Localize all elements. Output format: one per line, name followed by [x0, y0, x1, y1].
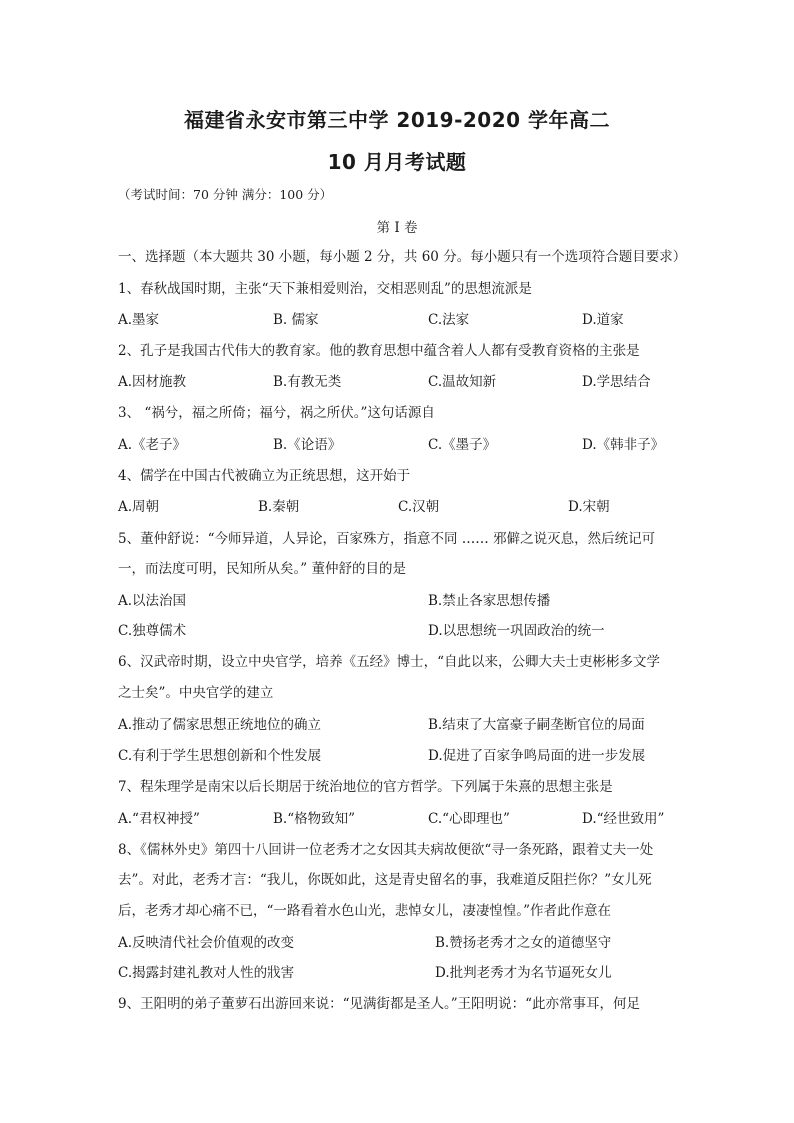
question-8-option-c: C.揭露封建礼教对人性的戕害: [118, 965, 295, 981]
volume-heading: 第 I 卷: [376, 220, 418, 236]
question-2-option-b: B.有教无类: [273, 374, 342, 390]
question-7-option-c: C.“心即理也”: [428, 811, 510, 827]
question-8-option-b: B.赞扬老秀才之女的道德坚守: [435, 935, 612, 951]
question-3-option-a: A.《老子》: [118, 437, 187, 453]
question-7-option-d: D.“经世致用”: [582, 811, 665, 827]
question-8-stem-line: 后，老秀才却心痛不已，“一路看着水色山光，悲悼女儿，凄凄惶惶。”作者此作意在: [118, 903, 612, 919]
question-6-option-a: A.推动了儒家思想正统地位的确立: [118, 717, 322, 733]
question-4-option-d: D.宋朝: [568, 499, 610, 515]
question-5-option-c: C.独尊儒术: [118, 623, 187, 639]
question-4-option-b: B.秦朝: [258, 499, 300, 515]
question-6-option-b: B.结束了大富豪子嗣垄断官位的局面: [428, 717, 645, 733]
question-5-stem-line: 5、董仲舒说：“今师异道，人异论，百家殊方，指意不同 …… 邪僻之说灭息，然后统记可: [118, 531, 656, 547]
question-6-stem-line: 6、汉武帝时期，设立中央官学，培养《五经》博士，“自此以来，公卿大夫士吏彬彬多文学: [118, 654, 660, 670]
question-4-option-a: A.周朝: [118, 499, 160, 515]
question-3-stem-line: 3、 “祸兮，福之所倚；福兮，祸之所伏。”这句话源自: [118, 405, 435, 421]
exam-title-line1: 福建省永安市第三中学 2019-2020 学年高二: [183, 108, 611, 132]
question-3-option-b: B.《论语》: [273, 437, 342, 453]
question-8-stem-line: 8、《儒林外史》第四十八回讲一位老秀才之女因其夫病故便欲“寻一条死路，跟着丈夫一处: [118, 842, 654, 858]
question-8-stem-line: 去”。对此，老秀才言：“我儿，你既如此，这是青史留名的事，我难道反阻拦你？”女儿死: [118, 872, 652, 888]
question-7-option-b: B.“格物致知”: [273, 811, 356, 827]
question-4-option-c: C.汉朝: [398, 499, 440, 515]
question-5-option-b: B.禁止各家思想传播: [428, 593, 551, 609]
question-2-stem-line: 2、孔子是我国古代伟大的教育家。他的教育思想中蕴含着人人都有受教育资格的主张是: [118, 343, 640, 359]
exam-info: （考试时间：70 分钟 满分：100 分）: [118, 187, 333, 202]
question-5-stem-line: 一，而法度可明，民知所从矣。” 董仲舒的目的是: [118, 561, 406, 577]
question-7-stem-line: 7、程朱理学是南宋以后长期居于统治地位的官方哲学。下列属于朱熹的思想主张是: [118, 779, 613, 795]
question-1-option-c: C.法家: [428, 312, 470, 328]
question-2-option-c: C.温故知新: [428, 374, 497, 390]
question-3-option-d: D.《韩非子》: [582, 437, 665, 453]
question-2-option-d: D.学思结合: [582, 374, 651, 390]
question-8-option-d: D.批判老秀才为名节逼死女儿: [435, 965, 612, 981]
question-5-option-a: A.以法治国: [118, 593, 187, 609]
question-1-option-d: D.道家: [582, 312, 624, 328]
exam-title-line2: 10 月月考试题: [327, 150, 467, 174]
question-4-stem-line: 4、儒学在中国古代被确立为正统思想，这开始于: [118, 468, 411, 484]
question-6-option-d: D.促进了百家争鸣局面的进一步发展: [428, 748, 646, 764]
question-3-option-c: C.《墨子》: [428, 437, 497, 453]
question-2-option-a: A.因材施教: [118, 374, 187, 390]
question-1-stem-line: 1、春秋战国时期，主张“天下兼相爱则治，交相恶则乱”的思想流派是: [118, 281, 532, 297]
question-1-option-a: A.墨家: [118, 312, 160, 328]
question-9-stem-line: 9、王阳明的弟子董萝石出游回来说：“见满街都是圣人。”王阳明说：“此亦常事耳，何足: [118, 996, 641, 1012]
question-7-option-a: A.“君权神授”: [118, 811, 200, 827]
question-6-stem-line: 之士矣”。中央官学的建立: [118, 685, 274, 701]
question-1-option-b: B. 儒家: [273, 312, 319, 328]
section-instructions: 一、选择题（本大题共 30 小题，每小题 2 分，共 60 分。每小题只有一个选项符合题目要求）: [118, 249, 687, 265]
question-8-option-a: A.反映清代社会价值观的改变: [118, 935, 295, 951]
question-5-option-d: D.以思想统一巩固政治的统一: [428, 623, 605, 639]
question-6-option-c: C.有利于学生思想创新和个性发展: [118, 748, 322, 764]
